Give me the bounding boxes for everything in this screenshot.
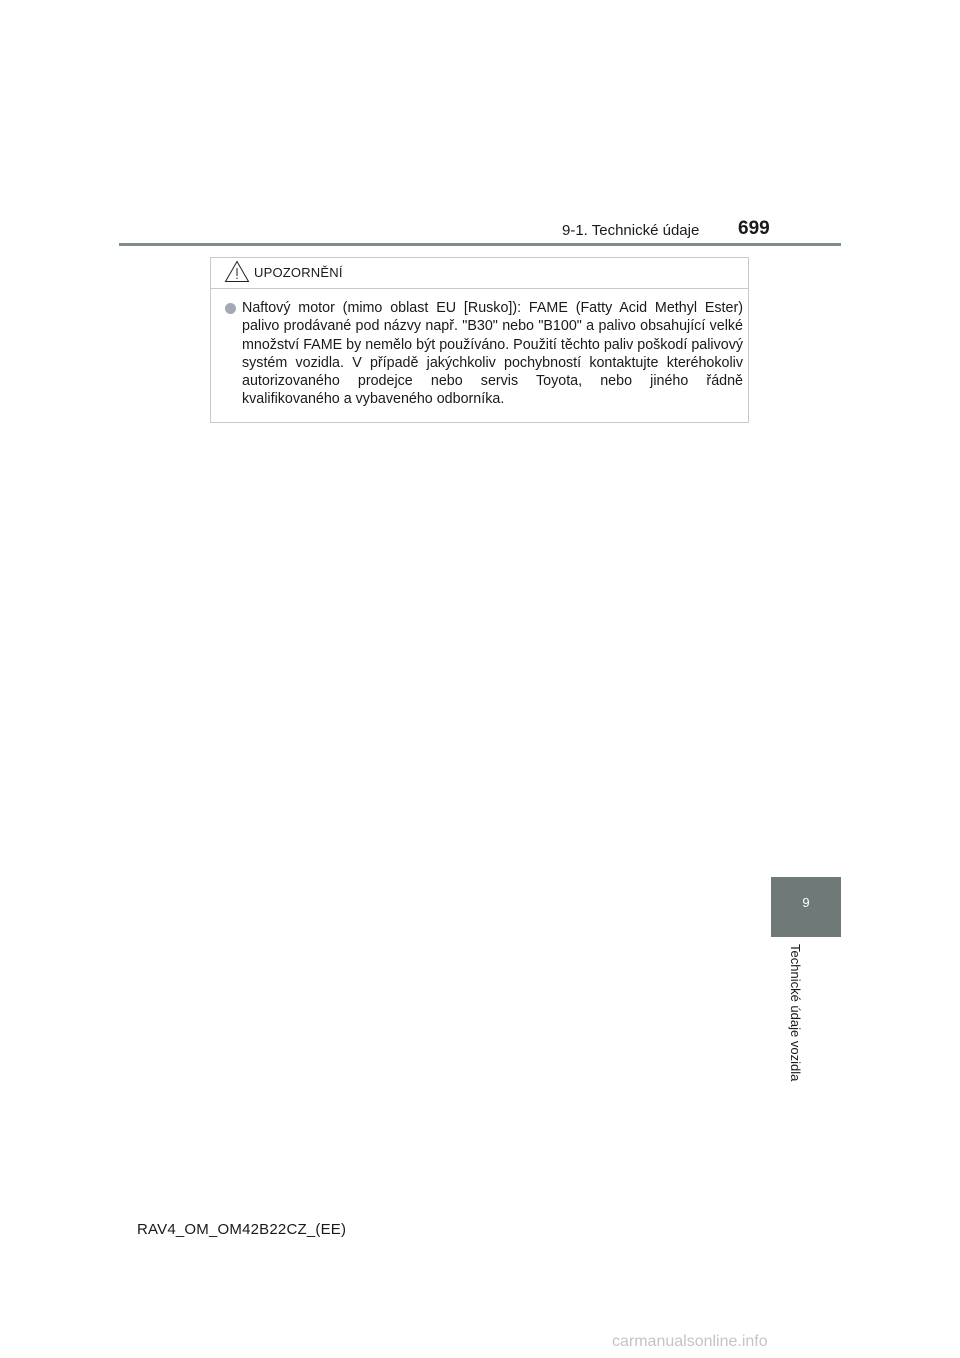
warning-triangle-icon: [224, 260, 250, 283]
caution-body: [225, 299, 743, 409]
chapter-tab: [771, 877, 841, 937]
watermark: carmanualsonline.info: [612, 1333, 768, 1350]
caution-text: Naftový motor (mimo oblast EU [Rusko]): FAME (Fatty Acid Methyl Ester) palivo prodávané pod názvy např. "B30" nebo "B100" a palivo obsahující velké množství FAME by nemělo být používáno. Použití těchto paliv poškodí palivový systém vozidla. V případě jakýchkoliv pochybností kontaktujte kteréhokoliv autorizovaného prodejce nebo servis Toyota, nebo jiného řádně kvalifikovaného a vybaveného odborníka.: [242, 300, 743, 408]
page-number: 699: [738, 218, 770, 239]
document-code: RAV4_OM_OM42B22CZ_(EE): [137, 1221, 347, 1238]
chapter-label: Technické údaje vozidla: [788, 944, 803, 1082]
caution-box: [210, 257, 749, 423]
header-divider: [119, 243, 841, 246]
chapter-number: 9: [802, 895, 810, 910]
caution-header: [211, 258, 748, 289]
caution-title: UPOZORNĚNÍ: [254, 265, 343, 280]
bullet-icon: [225, 303, 236, 314]
section-title: 9-1. Technické údaje: [562, 222, 700, 239]
